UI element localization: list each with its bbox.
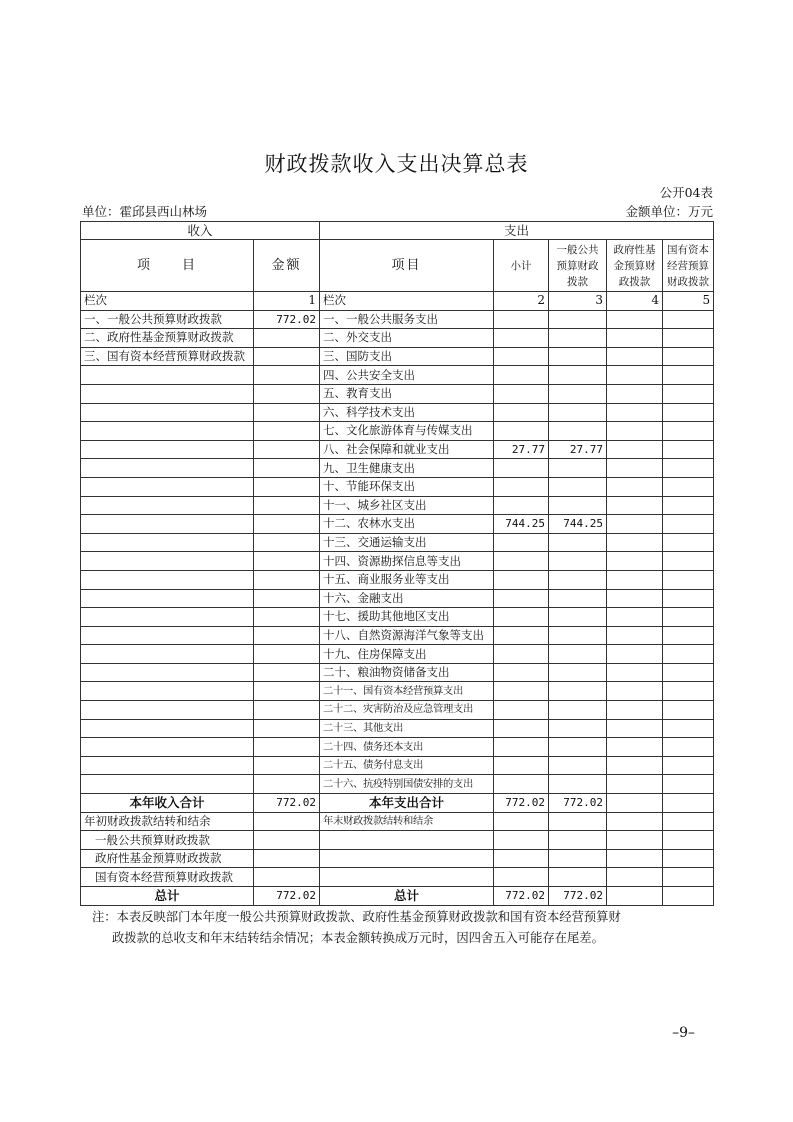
expense-subtotal	[494, 682, 549, 701]
income-item	[81, 533, 254, 552]
income-amount	[254, 570, 320, 589]
income-item	[81, 719, 254, 738]
expense-fund	[607, 477, 663, 496]
table-row	[81, 626, 714, 645]
expense-state	[663, 384, 714, 403]
income-item	[81, 608, 254, 627]
grand-total-row	[81, 887, 714, 906]
fiscal-appropriation-table	[80, 221, 714, 906]
expense-fund	[607, 459, 663, 478]
year-income-total: 772.02	[254, 794, 320, 813]
begin-fund-row	[81, 849, 714, 868]
expense-general	[549, 719, 607, 738]
col-header-subtotal: 小计	[494, 240, 549, 292]
income-item	[81, 570, 254, 589]
year-total-row	[81, 794, 714, 813]
expense-subtotal	[494, 366, 549, 385]
colno-5: 5	[663, 292, 714, 311]
expense-fund	[607, 663, 663, 682]
expense-state	[663, 515, 714, 534]
expense-fund	[607, 515, 663, 534]
table-row	[81, 775, 714, 794]
expense-general	[549, 366, 607, 385]
expense-fund	[607, 570, 663, 589]
expense-item: 十九、住房保障支出	[320, 645, 494, 664]
expense-state	[663, 775, 714, 794]
income-amount	[254, 366, 320, 385]
table-row	[81, 496, 714, 515]
expense-header: 支出	[320, 222, 714, 240]
expense-subtotal	[494, 533, 549, 552]
expense-state	[663, 403, 714, 422]
income-item	[81, 515, 254, 534]
expense-subtotal	[494, 645, 549, 664]
colno-1: 1	[254, 292, 320, 311]
expense-item: 八、社会保障和就业支出	[320, 440, 494, 459]
expense-item: 四、公共安全支出	[320, 366, 494, 385]
income-amount	[254, 701, 320, 720]
expense-item: 十二、农林水支出	[320, 515, 494, 534]
expense-fund	[607, 533, 663, 552]
expense-general	[549, 626, 607, 645]
col-header-amount: 金额	[254, 240, 320, 292]
expense-general	[549, 552, 607, 571]
income-item: 二、政府性基金预算财政拨款	[81, 329, 254, 348]
expense-fund	[607, 310, 663, 329]
expense-state	[663, 645, 714, 664]
expense-general	[549, 422, 607, 441]
expense-state	[663, 719, 714, 738]
expense-state	[663, 310, 714, 329]
expense-item: 十三、交通运输支出	[320, 533, 494, 552]
expense-general	[549, 310, 607, 329]
income-amount	[254, 626, 320, 645]
grand-total-expense-label: 总计	[320, 887, 494, 906]
table-row	[81, 329, 714, 348]
expense-subtotal	[494, 756, 549, 775]
expense-subtotal: 744.25	[494, 515, 549, 534]
income-item	[81, 645, 254, 664]
expense-general	[549, 756, 607, 775]
expense-state	[663, 663, 714, 682]
table-row	[81, 459, 714, 478]
table-row	[81, 477, 714, 496]
colno-4: 4	[607, 292, 663, 311]
table-row	[81, 589, 714, 608]
table-row	[81, 701, 714, 720]
expense-fund	[607, 403, 663, 422]
footnote-line-2: 政拨款的总收支和年末结转结余情况；本表金额转换成万元时，因四舍五入可能存在尾差。	[112, 931, 604, 945]
year-expense-state	[663, 794, 714, 813]
grand-total-subtotal: 772.02	[494, 887, 549, 906]
colno-2: 2	[494, 292, 549, 311]
expense-general	[549, 533, 607, 552]
income-item	[81, 738, 254, 757]
expense-state	[663, 756, 714, 775]
expense-item: 七、文化旅游体育与传媒支出	[320, 422, 494, 441]
expense-subtotal	[494, 719, 549, 738]
expense-fund	[607, 719, 663, 738]
expense-state	[663, 589, 714, 608]
income-item	[81, 440, 254, 459]
grand-total-income: 772.02	[254, 887, 320, 906]
expense-item: 十五、商业服务业等支出	[320, 570, 494, 589]
end-balance-label: 年末财政拨款结转和结余	[320, 812, 494, 831]
expense-item: 二十一、国有资本经营预算支出	[320, 682, 494, 701]
expense-state	[663, 738, 714, 757]
footnote-line-1: 注：本表反映部门本年度一般公共预算财政拨款、政府性基金预算财政拨款和国有资本经营预算财	[92, 910, 621, 924]
income-amount	[254, 515, 320, 534]
table-row	[81, 440, 714, 459]
expense-item: 二十、粮油物资储备支出	[320, 663, 494, 682]
income-amount	[254, 384, 320, 403]
expense-state	[663, 477, 714, 496]
expense-fund	[607, 682, 663, 701]
expense-subtotal	[494, 329, 549, 348]
expense-item: 二十五、债务付息支出	[320, 756, 494, 775]
begin-general-label: 一般公共预算财政拨款	[81, 831, 254, 850]
table-row	[81, 645, 714, 664]
income-item	[81, 384, 254, 403]
footnote	[92, 907, 712, 949]
begin-balance-label: 年初财政拨款结转和结余	[81, 812, 254, 831]
expense-subtotal	[494, 477, 549, 496]
expense-fund	[607, 589, 663, 608]
expense-subtotal	[494, 663, 549, 682]
reporting-unit: 单位：霍邱县西山林场	[82, 204, 208, 219]
expense-general	[549, 608, 607, 627]
expense-fund	[607, 422, 663, 441]
expense-item: 十、节能环保支出	[320, 477, 494, 496]
expense-fund	[607, 552, 663, 571]
year-income-total-label: 本年收入合计	[81, 794, 254, 813]
expense-fund	[607, 738, 663, 757]
expense-state	[663, 366, 714, 385]
income-amount	[254, 589, 320, 608]
expense-state	[663, 329, 714, 348]
expense-fund	[607, 366, 663, 385]
expense-state	[663, 570, 714, 589]
col-header-fund: 政府性基金预算财政拨款	[607, 240, 663, 292]
income-amount	[254, 663, 320, 682]
colno-label: 栏次	[81, 292, 254, 311]
col-header-state: 国有资本经营预算财政拨款	[663, 240, 714, 292]
expense-subtotal	[494, 422, 549, 441]
page-number: –9–	[672, 1025, 695, 1041]
income-amount	[254, 477, 320, 496]
year-expense-subtotal: 772.02	[494, 794, 549, 813]
table-row	[81, 570, 714, 589]
expense-fund	[607, 775, 663, 794]
expense-item: 二十三、其他支出	[320, 719, 494, 738]
expense-item: 九、卫生健康支出	[320, 459, 494, 478]
expense-general: 27.77	[549, 440, 607, 459]
income-item	[81, 756, 254, 775]
begin-state-label: 国有资本经营预算财政拨款	[81, 868, 254, 887]
year-expense-fund	[607, 794, 663, 813]
income-header: 收入	[81, 222, 320, 240]
expense-fund	[607, 496, 663, 515]
income-amount	[254, 496, 320, 515]
expense-subtotal	[494, 403, 549, 422]
expense-fund	[607, 347, 663, 366]
expense-state	[663, 440, 714, 459]
expense-item: 二、外交支出	[320, 329, 494, 348]
expense-subtotal	[494, 552, 549, 571]
expense-state	[663, 682, 714, 701]
expense-fund	[607, 756, 663, 775]
begin-fund-label: 政府性基金预算财政拨款	[81, 849, 254, 868]
section-header-row	[81, 222, 714, 240]
income-item	[81, 459, 254, 478]
income-amount	[254, 738, 320, 757]
expense-general	[549, 775, 607, 794]
income-amount	[254, 440, 320, 459]
grand-total-income-label: 总计	[81, 887, 254, 906]
income-item	[81, 663, 254, 682]
expense-general	[549, 496, 607, 515]
begin-general-row	[81, 831, 714, 850]
expense-fund	[607, 645, 663, 664]
income-amount: 772.02	[254, 310, 320, 329]
expense-subtotal	[494, 459, 549, 478]
expense-subtotal	[494, 701, 549, 720]
expense-subtotal	[494, 347, 549, 366]
income-item: 一、一般公共预算财政拨款	[81, 310, 254, 329]
expense-general	[549, 663, 607, 682]
expense-general	[549, 645, 607, 664]
expense-subtotal	[494, 496, 549, 515]
expense-item: 十四、资源勘探信息等支出	[320, 552, 494, 571]
expense-general	[549, 459, 607, 478]
year-expense-total-label: 本年支出合计	[320, 794, 494, 813]
colno-3: 3	[549, 292, 607, 311]
expense-general	[549, 738, 607, 757]
table-row	[81, 738, 714, 757]
table-row	[81, 608, 714, 627]
table-row	[81, 719, 714, 738]
table-row	[81, 756, 714, 775]
income-item	[81, 403, 254, 422]
income-item	[81, 477, 254, 496]
table-row	[81, 422, 714, 441]
expense-state	[663, 496, 714, 515]
expense-general	[549, 403, 607, 422]
grand-total-general: 772.02	[549, 887, 607, 906]
expense-general: 744.25	[549, 515, 607, 534]
income-amount	[254, 552, 320, 571]
column-header-row	[81, 240, 714, 292]
column-number-row	[81, 292, 714, 311]
expense-state	[663, 459, 714, 478]
table-row	[81, 366, 714, 385]
expense-subtotal	[494, 589, 549, 608]
expense-state	[663, 701, 714, 720]
income-item	[81, 626, 254, 645]
colno-label-expense: 栏次	[320, 292, 494, 311]
income-item	[81, 589, 254, 608]
balance-row	[81, 812, 714, 831]
expense-general	[549, 477, 607, 496]
expense-state	[663, 533, 714, 552]
expense-state	[663, 552, 714, 571]
income-item	[81, 682, 254, 701]
income-amount	[254, 608, 320, 627]
expense-item: 二十六、抗疫特别国债安排的支出	[320, 775, 494, 794]
expense-fund	[607, 384, 663, 403]
income-amount	[254, 719, 320, 738]
year-expense-general: 772.02	[549, 794, 607, 813]
col-header-general: 一般公共预算财政拨款	[549, 240, 607, 292]
expense-subtotal	[494, 738, 549, 757]
expense-general	[549, 329, 607, 348]
expense-subtotal	[494, 384, 549, 403]
income-amount	[254, 533, 320, 552]
expense-item: 十八、自然资源海洋气象等支出	[320, 626, 494, 645]
income-amount	[254, 403, 320, 422]
expense-subtotal: 27.77	[494, 440, 549, 459]
table-row	[81, 384, 714, 403]
income-amount	[254, 645, 320, 664]
expense-general	[549, 682, 607, 701]
expense-fund	[607, 329, 663, 348]
table-row	[81, 682, 714, 701]
expense-fund	[607, 626, 663, 645]
expense-general	[549, 589, 607, 608]
expense-fund	[607, 440, 663, 459]
expense-general	[549, 347, 607, 366]
income-item	[81, 422, 254, 441]
table-row	[81, 533, 714, 552]
income-item: 三、国有资本经营预算财政拨款	[81, 347, 254, 366]
expense-subtotal	[494, 310, 549, 329]
expense-general	[549, 570, 607, 589]
expense-item: 十七、援助其他地区支出	[320, 608, 494, 627]
expense-fund	[607, 701, 663, 720]
table-row	[81, 663, 714, 682]
expense-item: 二十二、灾害防治及应急管理支出	[320, 701, 494, 720]
expense-subtotal	[494, 570, 549, 589]
income-amount	[254, 682, 320, 701]
expense-item: 十一、城乡社区支出	[320, 496, 494, 515]
income-item	[81, 552, 254, 571]
expense-item: 二十四、债务还本支出	[320, 738, 494, 757]
col-header-item: 项 目	[81, 240, 254, 292]
expense-subtotal	[494, 626, 549, 645]
expense-general	[549, 701, 607, 720]
income-amount	[254, 756, 320, 775]
income-amount	[254, 775, 320, 794]
expense-item: 六、科学技术支出	[320, 403, 494, 422]
income-amount	[254, 422, 320, 441]
table-row	[81, 552, 714, 571]
expense-item: 三、国防支出	[320, 347, 494, 366]
expense-state	[663, 626, 714, 645]
form-number: 公开04表	[659, 185, 713, 200]
table-row	[81, 403, 714, 422]
expense-item: 十六、金融支出	[320, 589, 494, 608]
expense-state	[663, 608, 714, 627]
income-amount	[254, 347, 320, 366]
page-title: 财政拨款收入支出决算总表	[264, 152, 529, 176]
income-item	[81, 366, 254, 385]
amount-unit: 金额单位：万元	[625, 204, 713, 219]
expense-item: 五、教育支出	[320, 384, 494, 403]
table-row	[81, 347, 714, 366]
income-item	[81, 496, 254, 515]
expense-subtotal	[494, 775, 549, 794]
expense-state	[663, 422, 714, 441]
col-header-expense-item: 项目	[320, 240, 494, 292]
income-item	[81, 701, 254, 720]
expense-fund	[607, 608, 663, 627]
table-row	[81, 310, 714, 329]
begin-state-row	[81, 868, 714, 887]
income-amount	[254, 329, 320, 348]
expense-item: 一、一般公共服务支出	[320, 310, 494, 329]
expense-general	[549, 384, 607, 403]
expense-state	[663, 347, 714, 366]
expense-subtotal	[494, 608, 549, 627]
income-item	[81, 775, 254, 794]
table-row	[81, 515, 714, 534]
income-amount	[254, 459, 320, 478]
